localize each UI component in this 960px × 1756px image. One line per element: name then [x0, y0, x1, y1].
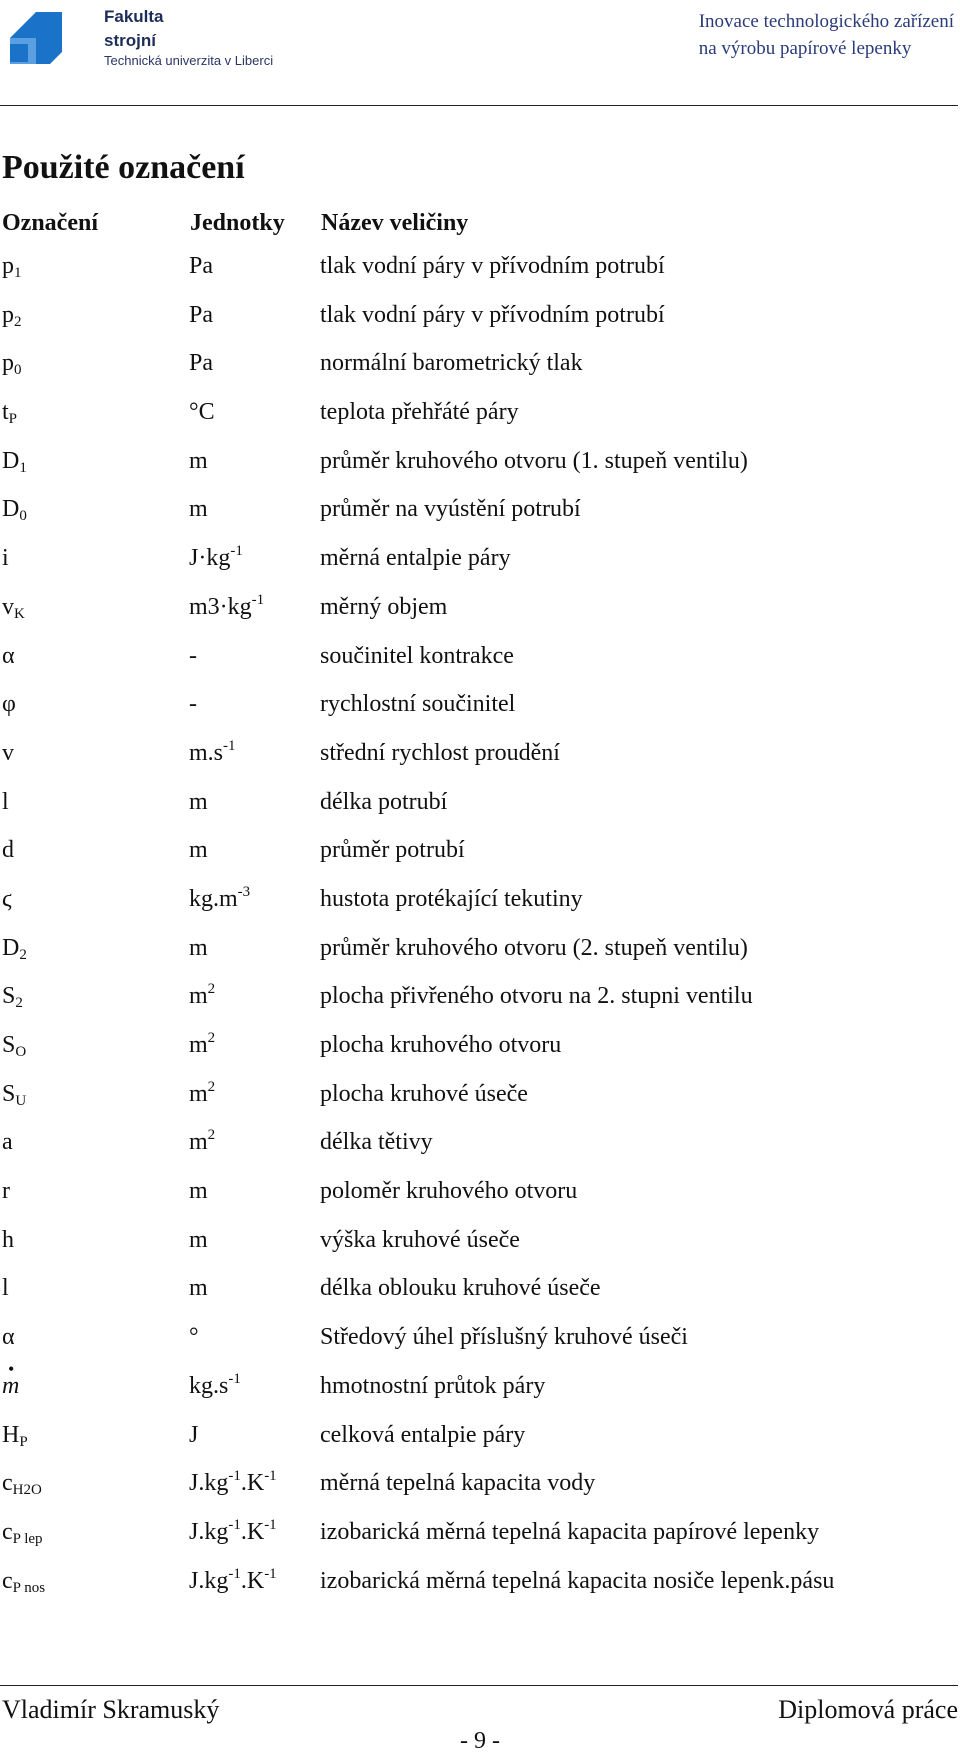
- symbol-text: α: [2, 1324, 15, 1351]
- symbol-cell: [2, 1512, 43, 1552]
- table-row: [2, 1268, 952, 1317]
- table-row: [2, 1415, 952, 1464]
- column-header-symbol: Označení: [2, 210, 98, 236]
- symbol-cell: [2, 1025, 26, 1065]
- unit-text: m: [189, 496, 208, 523]
- symbol-cell: [2, 295, 22, 335]
- table-row: [2, 343, 952, 392]
- table-row: [2, 295, 952, 344]
- symbol-subscript: 0: [19, 508, 27, 525]
- quantity-name-cell: délka oblouku kruhové úseče: [320, 1275, 601, 1302]
- symbols-table: [2, 203, 952, 1609]
- unit-text-2: .K: [240, 1518, 265, 1545]
- symbol-subscript: O: [15, 1044, 27, 1060]
- table-row: [2, 1561, 952, 1610]
- symbol-cell: [2, 489, 27, 529]
- unit-cell: [189, 343, 213, 383]
- unit-cell: [189, 1415, 198, 1455]
- symbol-subscript: 1: [19, 459, 27, 476]
- unit-text: m: [189, 837, 208, 864]
- unit-text: -: [189, 691, 197, 718]
- unit-exponent-2: -1: [264, 1468, 277, 1485]
- mass-flow-symbol: • m: [2, 1366, 24, 1406]
- symbol-text: i: [2, 545, 9, 572]
- column-header-unit: Jednotky: [190, 210, 285, 236]
- unit-text: m3·kg: [189, 593, 252, 620]
- quantity-name-cell: tlak vodní páry v přívodním potrubí: [320, 253, 665, 279]
- quantity-name-cell: měrná entalpie páry: [320, 545, 511, 572]
- unit-text-2: .K: [240, 1567, 265, 1594]
- quantity-name-cell: plocha kruhové úseče: [320, 1080, 528, 1107]
- table-row: [2, 733, 952, 782]
- symbol-text: a: [2, 1129, 13, 1156]
- symbol-text: v: [2, 739, 14, 766]
- table-row: [2, 684, 952, 733]
- project-title-line-2: na výrobu papírové lepenky: [698, 38, 912, 59]
- unit-text: m.s: [189, 739, 224, 766]
- symbol-text: p: [2, 253, 14, 279]
- unit-cell: [189, 1561, 277, 1601]
- symbol-cell: [2, 538, 9, 578]
- symbol-cell: [2, 879, 12, 919]
- symbol-subscript: 1: [14, 265, 22, 281]
- symbol-cell: [2, 928, 27, 968]
- symbol-cell: [2, 782, 9, 822]
- unit-exponent: -1: [228, 1468, 241, 1485]
- unit-cell: [189, 782, 208, 822]
- symbol-subscript: U: [15, 1092, 27, 1109]
- unit-exponent: 2: [207, 1030, 216, 1046]
- symbol-cell: [2, 1268, 9, 1308]
- quantity-name-cell: plocha kruhového otvoru: [320, 1032, 562, 1058]
- unit-cell: [189, 392, 215, 432]
- symbol-cell: [2, 830, 14, 870]
- unit-exponent-2: -1: [264, 1516, 277, 1533]
- symbol-subscript: P lep: [12, 1530, 43, 1547]
- symbol-subscript: P: [8, 411, 18, 428]
- unit-cell: [189, 295, 213, 335]
- symbol-cell: [2, 1561, 45, 1601]
- symbol-cell: [2, 1463, 42, 1503]
- symbol-subscript: 2: [15, 995, 23, 1012]
- symbol-cell: [2, 1366, 24, 1406]
- table-row: [2, 830, 952, 879]
- quantity-name-cell: tlak vodní páry v přívodním potrubí: [320, 301, 665, 328]
- unit-exponent: -1: [228, 1370, 241, 1387]
- quantity-name-cell: měrná tepelná kapacita vody: [320, 1470, 596, 1497]
- symbol-cell: [2, 733, 14, 773]
- quantity-name-cell: normální barometrický tlak: [320, 350, 583, 377]
- unit-text: m: [189, 1032, 208, 1058]
- table-row: [2, 1463, 952, 1512]
- unit-cell: [189, 538, 243, 578]
- unit-cell: [189, 879, 250, 919]
- symbol-text: H: [2, 1421, 20, 1448]
- symbol-text: D: [2, 496, 20, 523]
- unit-text: m: [189, 447, 208, 474]
- symbol-text: d: [2, 837, 14, 864]
- symbol-cell: [2, 1415, 28, 1455]
- faculty-name: [104, 8, 273, 67]
- table-row: [2, 928, 952, 977]
- symbol-cell: [2, 1171, 10, 1211]
- table-row: [2, 1512, 952, 1561]
- quantity-name-cell: hustota protékající tekutiny: [320, 885, 583, 912]
- symbol-text: S: [2, 1080, 16, 1107]
- quantity-name-cell: poloměr kruhového otvoru: [320, 1178, 578, 1205]
- symbol-cell: [2, 636, 15, 676]
- quantity-name-cell: průměr kruhového otvoru (2. stupeň ventilu): [320, 934, 748, 961]
- symbol-subscript: 0: [14, 362, 22, 379]
- unit-text: m: [189, 1080, 208, 1107]
- unit-exponent: 2: [207, 1127, 216, 1144]
- table-row: [2, 1366, 952, 1415]
- unit-cell: [189, 246, 213, 286]
- quantity-name-cell: délka tětivy: [320, 1129, 433, 1156]
- table-row: [2, 1220, 952, 1269]
- table-row: [2, 246, 952, 295]
- symbol-cell: [2, 976, 23, 1016]
- symbol-subscript: P: [19, 1433, 28, 1450]
- unit-cell: [189, 928, 208, 968]
- quantity-name-cell: měrný objem: [320, 593, 448, 620]
- unit-cell: [189, 1171, 208, 1211]
- unit-text-2: .K: [240, 1470, 265, 1497]
- table-row: [2, 1317, 952, 1366]
- quantity-name-cell: teplota přehřáté páry: [320, 399, 519, 426]
- symbol-cell: [2, 441, 27, 481]
- footer-divider: [0, 1685, 958, 1686]
- symbol-cell: [2, 1122, 13, 1162]
- unit-exponent: -1: [230, 543, 243, 560]
- university-name: Technická univerzita v Liberci: [104, 53, 274, 68]
- unit-cell: [189, 489, 208, 529]
- symbol-text: S: [2, 1032, 16, 1058]
- unit-text: kg.m: [189, 885, 238, 912]
- unit-cell: [189, 441, 208, 481]
- unit-exponent: -1: [228, 1565, 241, 1582]
- unit-exponent: 2: [207, 981, 216, 998]
- unit-cell: [189, 1025, 215, 1065]
- unit-text: m: [189, 1226, 208, 1253]
- unit-exponent: 2: [207, 1078, 216, 1095]
- unit-cell: [189, 684, 197, 724]
- quantity-name-cell: průměr na vyústění potrubí: [320, 496, 581, 523]
- symbol-text: c: [2, 1567, 13, 1594]
- project-title: [699, 8, 954, 62]
- symbol-cell: [2, 684, 16, 724]
- table-row: [2, 489, 952, 538]
- symbol-text: α: [2, 642, 15, 669]
- symbol-text: p: [2, 350, 14, 377]
- column-header-name: Název veličiny: [321, 210, 469, 236]
- quantity-name-cell: plocha přivřeného otvoru na 2. stupni ventilu: [320, 983, 753, 1010]
- unit-cell: [189, 1268, 208, 1308]
- quantity-name-cell: izobarická měrná tepelná kapacita nosiče lepenk.pásu: [320, 1567, 835, 1594]
- table-row: [2, 976, 952, 1025]
- table-row: [2, 587, 952, 636]
- symbol-text: l: [2, 1275, 9, 1302]
- unit-exponent-2: -1: [264, 1565, 277, 1582]
- unit-exponent: -1: [223, 737, 236, 754]
- unit-text: -: [189, 642, 197, 669]
- table-header-row: [2, 203, 952, 246]
- unit-cell: [189, 636, 197, 676]
- quantity-name-cell: průměr kruhového otvoru (1. stupeň ventilu): [320, 447, 748, 474]
- symbol-text: p: [2, 301, 14, 328]
- unit-cell: [189, 1512, 277, 1552]
- unit-text: °C: [189, 399, 215, 426]
- symbol-subscript: K: [14, 605, 25, 622]
- unit-cell: [189, 733, 236, 773]
- table-row: [2, 1074, 952, 1123]
- unit-cell: [189, 587, 264, 627]
- unit-cell: [189, 1122, 215, 1162]
- symbol-text: h: [2, 1226, 14, 1253]
- table-row: [2, 392, 952, 441]
- unit-text: J.kg: [189, 1470, 229, 1497]
- page-title: Použité označení: [2, 149, 245, 186]
- unit-text: m: [189, 1129, 208, 1156]
- table-row: [2, 538, 952, 587]
- symbol-text: r: [2, 1178, 10, 1205]
- symbol-cell: [2, 1074, 26, 1114]
- symbol-cell: [2, 392, 17, 432]
- symbol-text: φ: [2, 691, 16, 718]
- unit-text: Pa: [189, 253, 213, 279]
- unit-cell: [189, 1317, 199, 1357]
- symbol-text: v: [2, 593, 14, 620]
- unit-text: J·kg: [189, 545, 231, 572]
- page-number: - 9 -: [460, 1728, 500, 1754]
- unit-text: Pa: [189, 350, 213, 377]
- quantity-name-cell: průměr potrubí: [320, 837, 465, 864]
- symbol-cell: [2, 587, 25, 627]
- author-name: Vladimír Skramuský: [2, 1695, 220, 1724]
- symbol-subscript: H2O: [12, 1482, 42, 1499]
- unit-text: m: [189, 983, 208, 1010]
- unit-cell: [189, 1366, 241, 1406]
- unit-exponent: -3: [237, 883, 251, 900]
- symbol-text: ϛ: [2, 885, 13, 912]
- unit-text: J: [189, 1421, 199, 1448]
- table-row: [2, 1122, 952, 1171]
- table-row: [2, 1025, 952, 1074]
- unit-text: m: [189, 1275, 208, 1302]
- table-body: [2, 246, 952, 1609]
- unit-text: Pa: [189, 301, 213, 328]
- table-row: [2, 879, 952, 928]
- table-row: [2, 636, 952, 685]
- table-row: [2, 441, 952, 490]
- symbol-cell: [2, 343, 22, 383]
- table-row: [2, 1171, 952, 1220]
- unit-cell: [189, 1074, 215, 1114]
- document-type: Diplomová práce: [778, 1695, 958, 1724]
- unit-text: m: [189, 934, 208, 961]
- symbol-text: D: [2, 447, 20, 474]
- quantity-name-cell: Středový úhel příslušný kruhové úseči: [320, 1324, 688, 1351]
- faculty-line-2: strojní: [104, 31, 156, 50]
- quantity-name-cell: střední rychlost proudění: [320, 739, 560, 766]
- symbol-subscript: P nos: [12, 1579, 46, 1596]
- symbol-subscript: 2: [14, 313, 22, 330]
- quantity-name-cell: celková entalpie páry: [320, 1421, 526, 1448]
- symbol-text: l: [2, 788, 9, 815]
- project-title-line-1: Inovace technologického zařízení: [698, 11, 954, 32]
- unit-cell: [189, 1463, 277, 1503]
- unit-cell: [189, 976, 215, 1016]
- unit-text: m: [189, 1178, 208, 1205]
- symbol-cell: [2, 1220, 14, 1260]
- symbol-text: t: [2, 399, 9, 426]
- symbol-text: D: [2, 934, 20, 961]
- quantity-name-cell: rychlostní součinitel: [320, 691, 516, 718]
- quantity-name-cell: délka potrubí: [320, 788, 448, 815]
- quantity-name-cell: výška kruhové úseče: [320, 1226, 520, 1253]
- quantity-name-cell: součinitel kontrakce: [320, 642, 514, 669]
- unit-exponent: -1: [228, 1516, 241, 1533]
- symbol-text: c: [2, 1518, 13, 1545]
- faculty-line-1: Fakulta: [104, 7, 164, 26]
- unit-text: °: [189, 1324, 199, 1351]
- symbol-text: c: [2, 1470, 13, 1497]
- unit-text: J.kg: [189, 1567, 229, 1594]
- unit-cell: [189, 1220, 208, 1260]
- quantity-name-cell: hmotnostní průtok páry: [320, 1372, 546, 1399]
- table-row: [2, 782, 952, 831]
- symbol-text: S: [2, 983, 16, 1010]
- quantity-name-cell: izobarická měrná tepelná kapacita papírové lepenky: [320, 1518, 820, 1545]
- header-divider: [0, 105, 958, 106]
- unit-cell: [189, 830, 208, 870]
- university-logo-icon: [6, 8, 66, 66]
- unit-text: m: [189, 788, 208, 815]
- unit-exponent: -1: [251, 591, 265, 608]
- unit-text: J.kg: [189, 1518, 229, 1545]
- symbol-cell: [2, 246, 22, 286]
- symbol-subscript: 2: [19, 946, 27, 963]
- unit-text: kg.s: [189, 1372, 229, 1399]
